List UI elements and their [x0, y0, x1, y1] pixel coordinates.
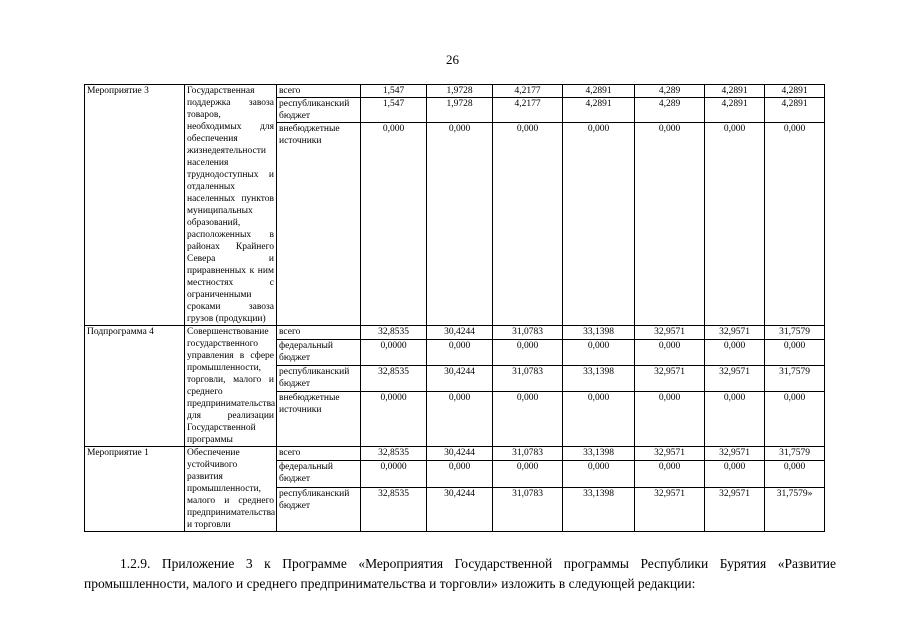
funding-value-cell: 32,9571 [705, 326, 765, 340]
funding-value-cell: 0,000 [427, 461, 493, 488]
funding-value-cell: 0,000 [427, 123, 493, 326]
funding-value-cell: 0,0000 [361, 339, 427, 365]
funding-source: всего [277, 447, 361, 461]
funding-source: республиканский бюджет [277, 98, 361, 123]
funding-value-cell: 0,000 [493, 392, 563, 447]
funding-value-cell: 31,0783 [493, 326, 563, 340]
funding-value-cell: 0,000 [493, 123, 563, 326]
funding-value-cell: 0,000 [427, 392, 493, 447]
funding-value-cell: 0,000 [427, 339, 493, 365]
funding-value-cell: 31,0783 [493, 365, 563, 391]
funding-value-cell: 4,2177 [493, 98, 563, 123]
funding-value-cell: 0,000 [563, 123, 635, 326]
funding-value-cell: 33,1398 [563, 365, 635, 391]
funding-value-cell: 0,000 [705, 392, 765, 447]
funding-value-cell: 0,000 [493, 461, 563, 488]
table-row [85, 447, 825, 461]
program-item-description: Государственная поддержка завоза товаров, необходимых для обеспечения жизнедеятельности населения труднодоступных и отдаленных населенных пунктов муниципальных образований, расположенных в районах Крайнего Севера и приравненных к ним местностях с ограниченными сроками завоза грузов (продукции) [185, 85, 277, 326]
funding-value-cell: 0,000 [635, 461, 705, 488]
funding-value-cell: 32,9571 [635, 488, 705, 532]
funding-value-cell: 32,9571 [635, 326, 705, 340]
funding-value-cell: 0,000 [765, 123, 825, 326]
funding-value-cell: 32,8535 [361, 326, 427, 340]
amendment-paragraph: 1.2.9. Приложение 3 к Программе «Мероприятия Государственной программы Республики Бурятия «Развитие промышленности, малого и среднего предпринимательства и торговли» изложить в следующей редакции: [84, 555, 836, 591]
funding-source: республиканский бюджет [277, 365, 361, 391]
funding-source: федеральный бюджет [277, 339, 361, 365]
funding-value-cell: 0,000 [563, 461, 635, 488]
funding-value-cell: 32,8535 [361, 447, 427, 461]
funding-source: всего [277, 326, 361, 340]
funding-value-cell: 0,000 [635, 123, 705, 326]
funding-value-cell: 32,8535 [361, 365, 427, 391]
funding-value-cell: 31,7579 [765, 326, 825, 340]
program-item-name: Подпрограмма 4 [85, 326, 185, 447]
funding-value-cell: 4,289 [635, 85, 705, 98]
funding-value-cell: 0,0000 [361, 461, 427, 488]
funding-source: республиканский бюджет [277, 488, 361, 532]
funding-value-cell: 4,2891 [765, 98, 825, 123]
funding-value-cell: 0,000 [705, 461, 765, 488]
funding-value-cell: 4,289 [635, 98, 705, 123]
funding-value-cell: 1,547 [361, 85, 427, 98]
funding-value-cell: 0,000 [563, 339, 635, 365]
funding-value-cell: 30,4244 [427, 326, 493, 340]
funding-value-cell: 0,000 [635, 339, 705, 365]
funding-value-cell: 1,9728 [427, 85, 493, 98]
funding-value-cell: 30,4244 [427, 447, 493, 461]
funding-value-cell: 31,7579 [765, 447, 825, 461]
funding-value-cell: 1,547 [361, 98, 427, 123]
table-row [85, 326, 825, 340]
funding-source: всего [277, 85, 361, 98]
funding-source: внебюджетные источники [277, 123, 361, 326]
program-item-name: Мероприятие 3 [85, 85, 185, 326]
funding-source: внебюджетные источники [277, 392, 361, 447]
funding-value-cell: 31,7579» [765, 488, 825, 532]
funding-value-cell: 33,1398 [563, 488, 635, 532]
funding-value-cell: 32,9571 [705, 365, 765, 391]
funding-value-cell: 1,9728 [427, 98, 493, 123]
funding-value-cell: 32,9571 [705, 488, 765, 532]
funding-value-cell: 4,2891 [705, 98, 765, 123]
funding-value-cell: 32,8535 [361, 488, 427, 532]
funding-value-cell: 0,000 [635, 392, 705, 447]
funding-value-cell: 0,000 [765, 339, 825, 365]
funding-value-cell: 4,2891 [705, 85, 765, 98]
funding-value-cell: 30,4244 [427, 365, 493, 391]
funding-value-cell: 32,9571 [705, 447, 765, 461]
funding-value-cell: 30,4244 [427, 488, 493, 532]
funding-value-cell: 0,000 [705, 339, 765, 365]
funding-value-cell: 0,000 [765, 461, 825, 488]
budget-table [84, 84, 825, 532]
program-item-description: Совершенствование государственного управления в сфере промышленности, торговли, малого и среднего предпринимательства для реализации Государственной программы [185, 326, 277, 447]
funding-value-cell: 31,0783 [493, 447, 563, 461]
funding-value-cell: 31,7579 [765, 365, 825, 391]
funding-value-cell: 0,000 [361, 123, 427, 326]
program-item-description: Обеспечение устойчивого развития промышленности, малого и среднего предпринимательства и торговли [185, 447, 277, 532]
program-item-name: Мероприятие 1 [85, 447, 185, 532]
funding-value-cell: 0,000 [705, 123, 765, 326]
funding-value-cell: 4,2891 [563, 85, 635, 98]
funding-source: федеральный бюджет [277, 461, 361, 488]
page-number: 26 [446, 52, 459, 67]
funding-value-cell: 0,000 [493, 339, 563, 365]
funding-value-cell: 4,2177 [493, 85, 563, 98]
funding-value-cell: 32,9571 [635, 365, 705, 391]
funding-value-cell: 32,9571 [635, 447, 705, 461]
funding-value-cell: 33,1398 [563, 447, 635, 461]
funding-value-cell: 33,1398 [563, 326, 635, 340]
funding-value-cell: 0,0000 [361, 392, 427, 447]
funding-value-cell: 4,2891 [765, 85, 825, 98]
funding-value-cell: 31,0783 [493, 488, 563, 532]
funding-value-cell: 4,2891 [563, 98, 635, 123]
funding-value-cell: 0,000 [563, 392, 635, 447]
table-row [85, 85, 825, 98]
funding-value-cell: 0,000 [765, 392, 825, 447]
